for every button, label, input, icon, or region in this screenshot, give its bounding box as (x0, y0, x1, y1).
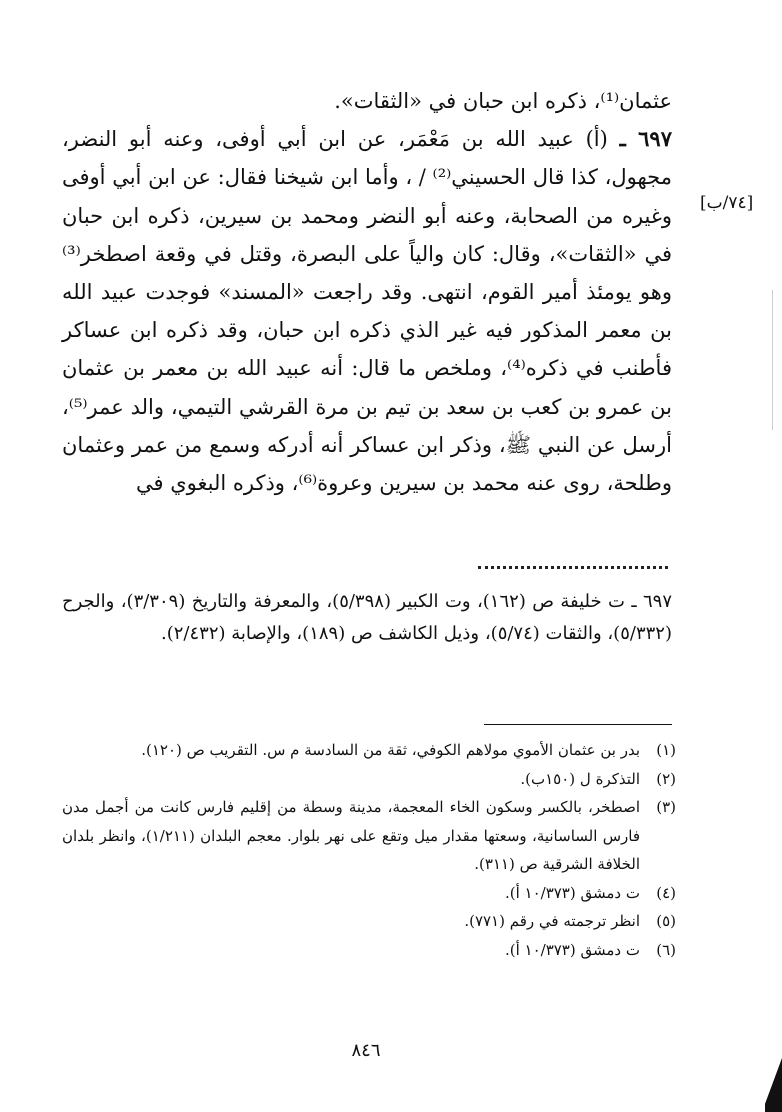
entry-number: ٦٩٧ ـ (619, 126, 672, 152)
footnote-number: (٣) (656, 798, 676, 816)
footnote-rule (484, 724, 672, 725)
continuation-line: عثمان⁽¹⁾، ذكره ابن حبان في «الثقات». (334, 89, 672, 113)
footnote-item (62, 936, 676, 965)
footnote-text: ت دمشق (١٠/٣٧٣ أ). (504, 883, 640, 902)
footnote-number: (١) (656, 741, 676, 759)
footnote-text: اصطخر، بالكسر وسكون الخاء المعجمة، مدينة وسطة من إقليم فارس كانت من أجمل مدن فارس الساسانية، وسعتها مقدار ميل وتقع على نهر بلوار. معجم البلدان (١/٢١١)، وانظر بلدان الخلافة الشرقية ص (٣١١). (62, 798, 641, 873)
footnote-item (62, 765, 676, 794)
sources-section (62, 586, 672, 650)
footnote-number: (٥) (656, 912, 676, 930)
footnote-text: انظر ترجمته في رقم (٧٧١). (464, 912, 640, 930)
page-number: ٨٤٦ (351, 1040, 381, 1061)
main-text (62, 82, 672, 502)
footnote-number: (٢) (656, 769, 676, 788)
footnote-number: (٦) (656, 940, 676, 959)
entry-body: (أ) عبيد الله بن مَعْمَر، عن ابن أبي أوفى، وعنه أبو النضر، مجهول، كذا قال الحسيني⁽²⁾ / ، وأما ابن شيخنا فقال: عن ابن أبي أوفى وغيره من الصحابة، وعنه أبو النضر ومحمد بن سيرين، ذكره ابن حبان في «الثقات»، وقال: كان والياً على البصرة، وقتل في وقعة اصطخر⁽³⁾ وهو يومئذ أمير القوم، انتهى. وقد راجعت «المسند» فوجدت عبيد الله بن معمر المذكور فيه غير الذي ذكره ابن حبان، وقد ذكره ابن عساكر فأطنب في ذكره⁽⁴⁾، وملخص ما قال: أنه عبيد الله بن معمر بن عثمان بن عمرو بن كعب بن سعد بن تيم بن مرة القرشي التيمي، والد عمر⁽⁵⁾، أرسل عن النبي ﷺ، وذكر ابن عساكر أنه أدركه وسمع من عمر وعثمان وطلحة، روى عنه محمد بن سيرين وعروة⁽⁶⁾، وذكره البغوي في (62, 127, 672, 496)
footnote-item (62, 907, 676, 936)
footnotes-list (62, 736, 676, 964)
scan-edge-shadow (772, 290, 773, 430)
entry-697 (62, 120, 672, 502)
footnote-number: (٤) (656, 883, 676, 902)
manuscript-folio-reference: [٧٤/ب] (700, 193, 754, 213)
footnote-item (62, 736, 676, 765)
footnote-item (62, 793, 676, 879)
sources-text: ٦٩٧ ـ ت خليفة ص (١٦٢)، وت الكبير (٥/٣٩٨)، والمعرفة والتاريخ (٣/٣٠٩)، والجرح (٥/٣٣٢)، والثقات (٥/٧٤)، وذيل الكاشف ص (١٨٩)، والإصابة (٢/٤٣٢). (62, 591, 673, 644)
footnote-text: ت دمشق (١٠/٣٧٣ أ). (504, 940, 640, 959)
footnote-text: بدر بن عثمان الأموي مولاهم الكوفي، ثقة من السادسة م س. التقريب ص (١٢٠). (141, 741, 640, 759)
scan-corner-mark (765, 1058, 782, 1112)
footnote-item (62, 879, 676, 908)
footnote-text: التذكرة ل (١٥٠ب). (520, 769, 640, 788)
dotted-separator (478, 566, 668, 569)
